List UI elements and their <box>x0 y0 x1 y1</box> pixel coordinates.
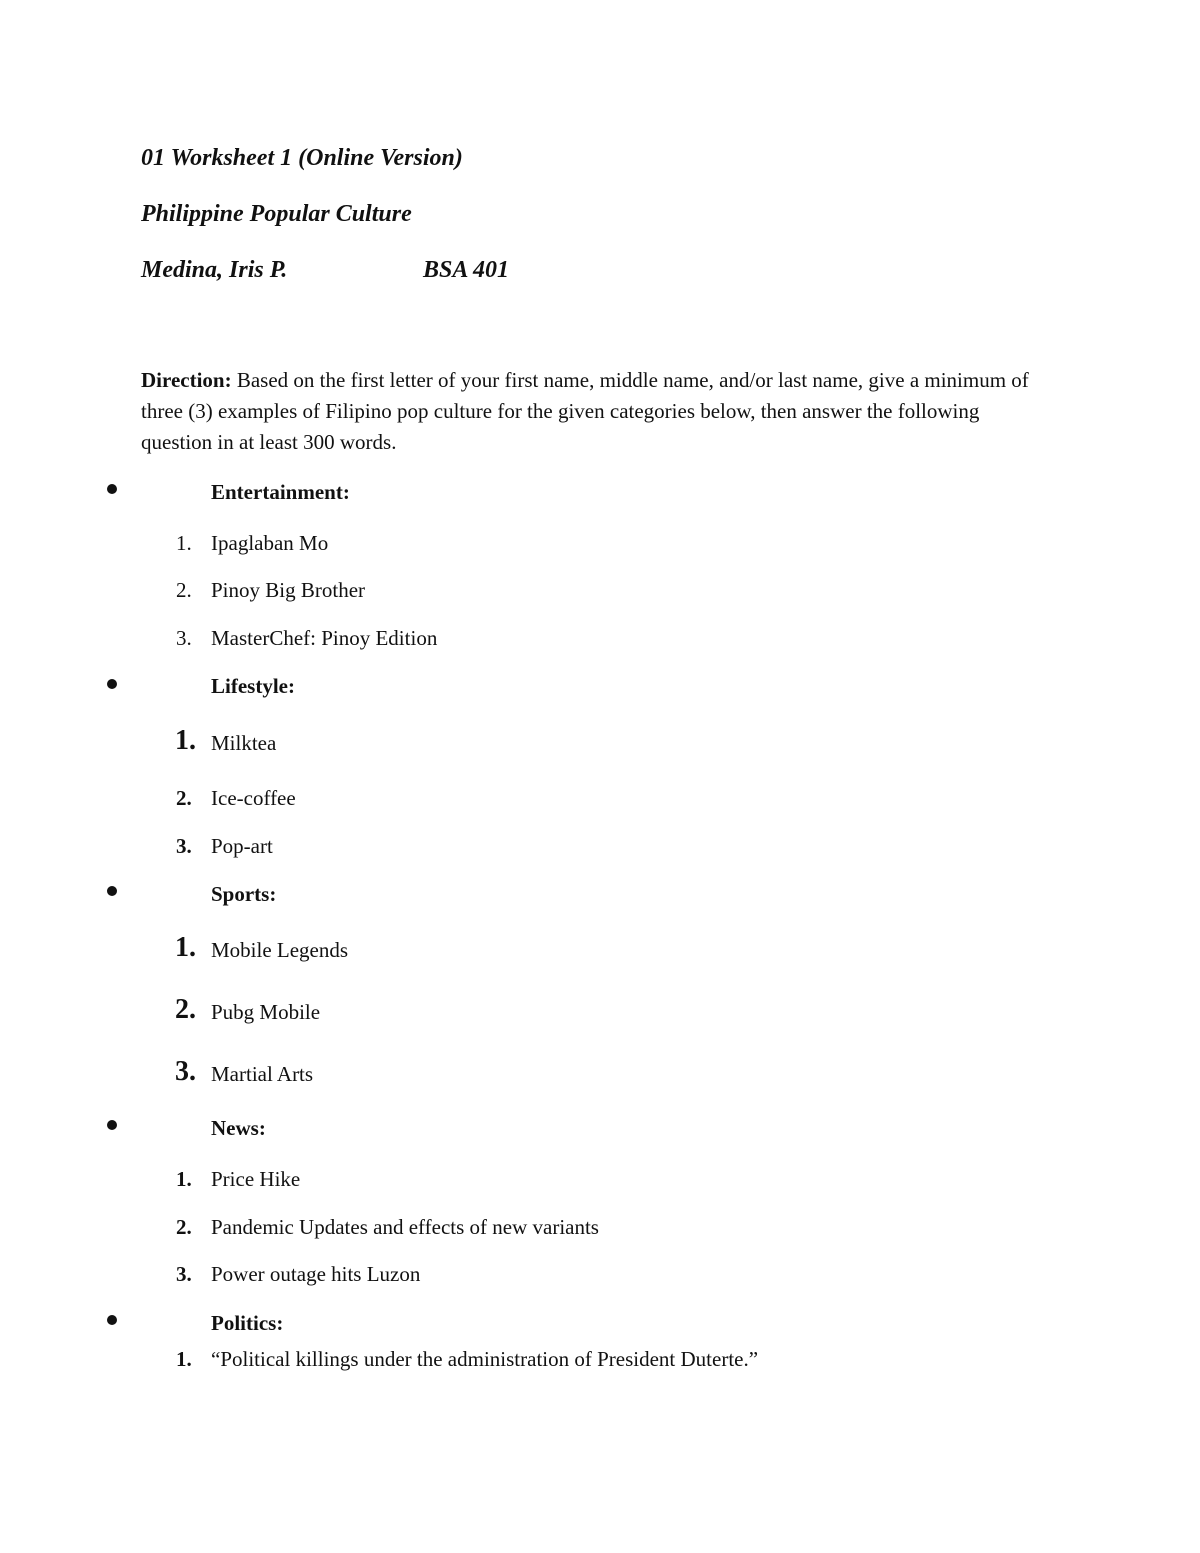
subject-title: Philippine Popular Culture <box>141 201 412 227</box>
direction-text: Based on the first letter of your first name, middle name, and/or last name, give a minimum of three (3) examples of Filipino pop culture for the given categories below, then answer the following question in at least 300 words. <box>141 368 1029 454</box>
item-number: 2. <box>176 578 192 602</box>
item-number: 1. <box>176 531 192 555</box>
item-number: 3. <box>176 1262 192 1286</box>
item-number: 1. <box>176 1167 192 1191</box>
direction-label: Direction: <box>141 368 232 392</box>
list-item: Ice-coffee <box>211 786 296 810</box>
bullet-icon <box>107 1315 117 1325</box>
item-number: 3. <box>176 834 192 858</box>
list-item: Ipaglaban Mo <box>211 531 329 555</box>
list-item: MasterChef: Pinoy Edition <box>211 626 438 650</box>
section-code: BSA 401 <box>423 257 510 283</box>
item-number: 2. <box>175 994 196 1025</box>
item-number: 1. <box>175 932 196 963</box>
item-number: 2. <box>176 786 192 810</box>
category-entertainment: Entertainment: <box>211 480 350 504</box>
category-lifestyle: Lifestyle: <box>211 674 295 698</box>
item-number: 3. <box>175 1056 196 1087</box>
worksheet-title: 01 Worksheet 1 (Online Version) <box>141 145 463 171</box>
direction-paragraph <box>141 365 1041 458</box>
list-item: Pubg Mobile <box>211 1000 321 1024</box>
item-number: 3. <box>176 626 192 650</box>
category-news: News: <box>211 1116 266 1140</box>
bullet-icon <box>107 886 117 896</box>
item-number: 1. <box>175 725 196 756</box>
list-item: Price Hike <box>211 1167 301 1191</box>
item-number: 1. <box>176 1347 192 1371</box>
student-name: Medina, Iris P. <box>141 257 288 283</box>
list-item: Milktea <box>211 731 277 755</box>
category-sports: Sports: <box>211 882 277 906</box>
bullet-icon <box>107 484 117 494</box>
list-item: Martial Arts <box>211 1062 314 1086</box>
list-item: Pop-art <box>211 834 273 858</box>
list-item: Power outage hits Luzon <box>211 1262 421 1286</box>
item-number: 2. <box>176 1215 192 1239</box>
list-item: Mobile Legends <box>211 938 349 962</box>
bullet-icon <box>107 1120 117 1130</box>
list-item: “Political killings under the administration of President Duterte.” <box>211 1347 759 1371</box>
category-politics: Politics: <box>211 1311 284 1335</box>
list-item: Pandemic Updates and effects of new variants <box>211 1215 599 1239</box>
bullet-icon <box>107 679 117 689</box>
list-item: Pinoy Big Brother <box>211 578 366 602</box>
